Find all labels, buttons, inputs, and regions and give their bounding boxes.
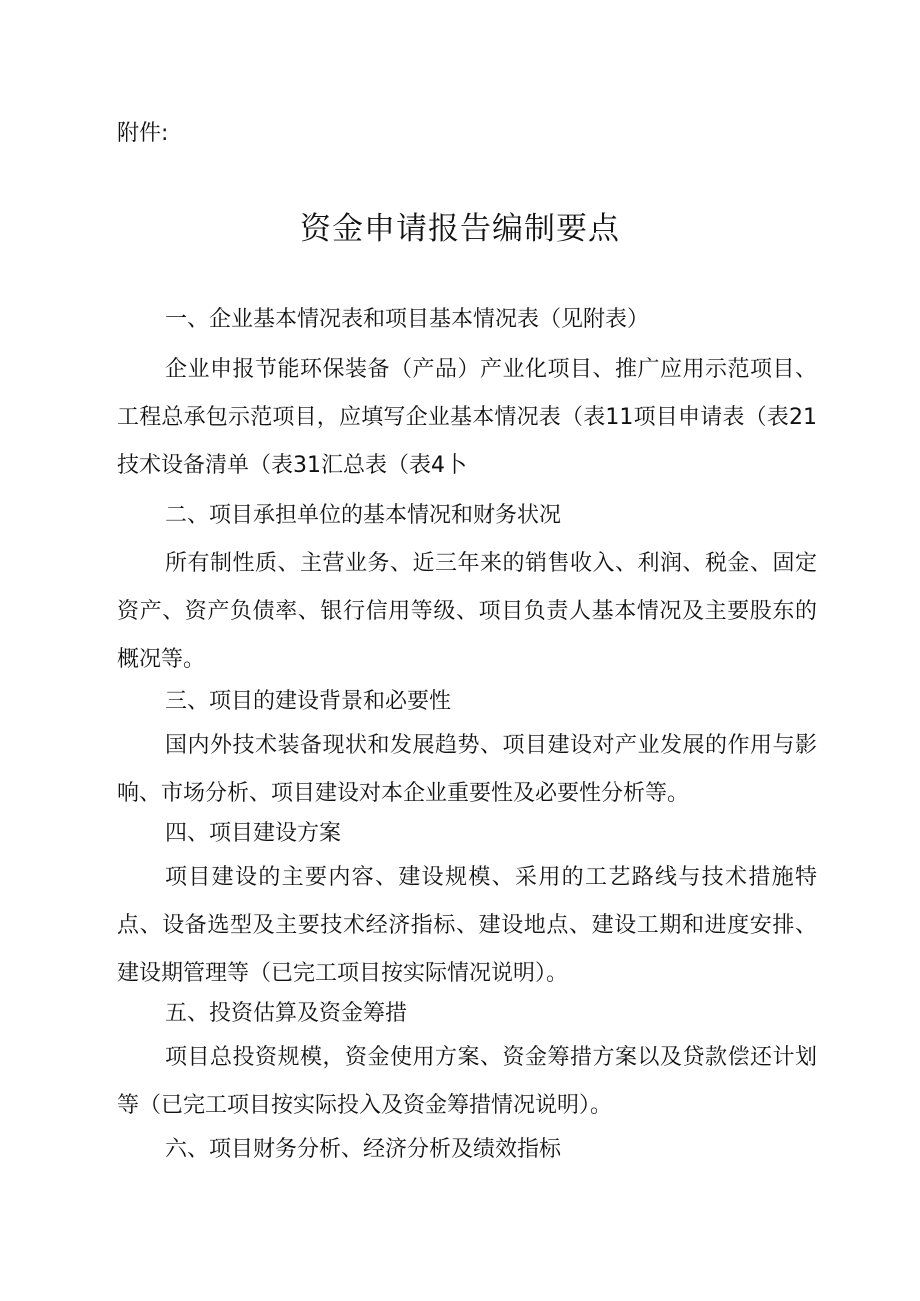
attachment-label: 附件: bbox=[117, 121, 169, 146]
document-title: 资金申请报告编制要点 bbox=[300, 211, 620, 247]
section-3-heading: 三、项目的建设背景和必要性 bbox=[165, 689, 452, 714]
section-5-heading: 五、投资估算及资金筹措 bbox=[165, 1001, 408, 1026]
section-2-heading: 二、项目承担单位的基本情况和财务状况 bbox=[165, 503, 562, 528]
section-3-body: 国内外技术装备现状和发展趋势、项目建设对产业发展的作用与影响、市场分析、项目建设对本企业重要性及必要性分析等。 bbox=[117, 733, 817, 806]
section-1-body: 企业申报节能环保装备（产品）产业化项目、推广应用示范项目、工程总承包示范项目，应填写企业基本情况表（表11项目申请表（表21技术设备清单（表31汇总表（表4卜 bbox=[117, 357, 817, 478]
section-6-heading: 六、项目财务分析、经济分析及绩效指标 bbox=[165, 1137, 562, 1162]
section-5-body: 项目总投资规模，资金使用方案、资金筹措方案以及贷款偿还计划等（已完工项目按实际投入及资金筹措情况说明）。 bbox=[117, 1045, 817, 1118]
section-4-body: 项目建设的主要内容、建设规模、采用的工艺路线与技术措施特点、设备选型及主要技术经济指标、建设地点、建设工期和进度安排、建设期管理等（已完工项目按实际情况说明）。 bbox=[117, 865, 817, 986]
section-1-heading: 一、企业基本情况表和项目基本情况表（见附表） bbox=[165, 307, 650, 332]
section-2-body: 所有制性质、主营业务、近三年来的销售收入、利润、税金、固定资产、资产负债率、银行信用等级、项目负责人基本情况及主要股东的概况等。 bbox=[117, 551, 817, 672]
section-4-heading: 四、项目建设方案 bbox=[165, 821, 342, 846]
